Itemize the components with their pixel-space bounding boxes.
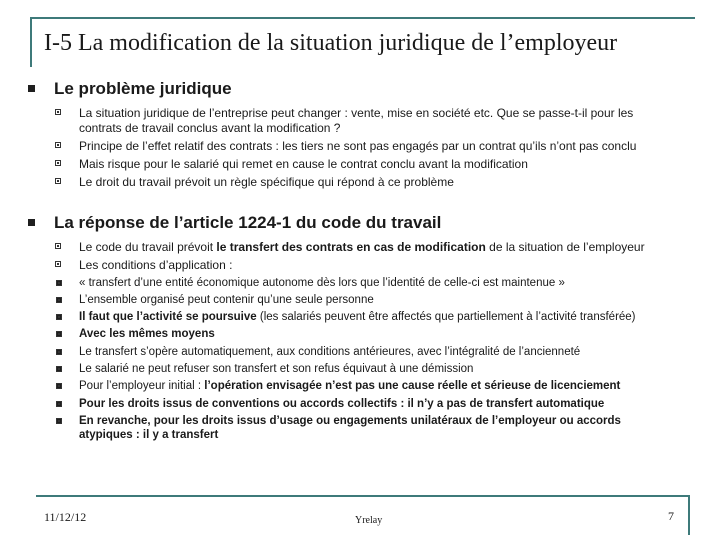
list-item: Le droit du travail prévoit un règle spécifique qui répond à ce problème — [28, 175, 668, 190]
square-bullet-icon — [56, 297, 62, 303]
section-reponse — [28, 212, 668, 446]
square-bullet-icon — [56, 349, 62, 355]
bullet-list — [28, 106, 668, 189]
frame-right-rule — [688, 495, 690, 535]
section-heading: Le problème juridique — [28, 78, 668, 100]
list-item: Il faut que l’activité se poursuive (les salariés peuvent être affectés que partiellement à l’activité transférée) — [0, 310, 660, 325]
list-item: Mais risque pour le salarié qui remet en cause le contrat conclu avant la modification — [28, 157, 668, 172]
hollow-square-bullet-icon — [55, 142, 61, 148]
list-item: En revanche, pour les droits issus d’usage ou engagements unilatéraux de l’employeur ou accords atypiques : il y a transfert — [0, 414, 660, 443]
frame-left-rule — [30, 17, 32, 67]
square-bullet-icon — [56, 418, 62, 424]
square-bullet-icon — [56, 401, 62, 407]
list-item: Pour les droits issus de conventions ou accords collectifs : il n’y a pas de transfert automatique — [0, 397, 660, 412]
footer-author: Yrelay — [355, 515, 383, 526]
square-bullet-icon — [56, 314, 62, 320]
frame-top-rule — [30, 17, 695, 19]
slide-title: I-5 La modification de la situation juridique de l’employeur — [44, 30, 618, 56]
list-item: Le code du travail prévoit le transfert des contrats en cas de modification de la situation de l’employeur — [28, 240, 668, 255]
square-bullet-icon — [56, 331, 62, 337]
list-item: Les conditions d’application : « transfert d’une entité économique autonome dès lors que l’identité de celle-ci est maintenue » L’ensemble organisé peut contenir qu’une seule personne Il faut que l’activité se poursuive (les salariés peuvent être affectés que partiellement à l’activité transférée) Avec les mêmes moyens Le transfert s’opère automatiquement, aux conditions antérieures, avec l’intégralité de l’ancienneté Le salarié ne peut refuser son transfert et son refus équivaut à une démission Pour l’employeur initial : l’opération envisagée n’est pas une cause réelle et sérieuse de licenciement Pour les droits issus de conventions ou accords collectifs : il n’y a pas de transfert automatique En revanche, pour les droits issus d’usage ou engagements unilatéraux de l’employeur ou accords atypiques : il y a transfert — [28, 258, 668, 443]
section-probleme — [28, 78, 668, 193]
list-item: Le salarié ne peut refuser son transfert et son refus équivaut à une démission — [0, 362, 660, 377]
list-item: Le transfert s’opère automatiquement, aux conditions antérieures, avec l’intégralité de l’ancienneté — [0, 345, 660, 360]
hollow-square-bullet-icon — [55, 243, 61, 249]
bullet-list — [28, 240, 668, 443]
footer-date: 11/12/12 — [44, 510, 87, 524]
hollow-square-bullet-icon — [55, 109, 61, 115]
list-item: « transfert d’une entité économique autonome dès lors que l’identité de celle-ci est maintenue » — [0, 276, 660, 291]
list-item: L’ensemble organisé peut contenir qu’une seule personne — [0, 293, 660, 308]
square-bullet-icon — [56, 280, 62, 286]
list-item: Pour l’employeur initial : l’opération envisagée n’est pas une cause réelle et sérieuse de licenciement — [0, 379, 660, 394]
list-item: Avec les mêmes moyens — [0, 327, 660, 342]
sub-bullet-list — [0, 276, 668, 443]
list-item: La situation juridique de l’entreprise peut changer : vente, mise en société etc. Que se passe-t-il pour les contrats de travail conclus avant la modification ? — [28, 106, 668, 135]
hollow-square-bullet-icon — [55, 178, 61, 184]
frame-bottom-rule — [36, 495, 690, 497]
square-bullet-icon — [28, 85, 35, 92]
hollow-square-bullet-icon — [55, 261, 61, 267]
square-bullet-icon — [56, 383, 62, 389]
square-bullet-icon — [28, 219, 35, 226]
square-bullet-icon — [56, 366, 62, 372]
page-number: 7 — [668, 509, 674, 523]
hollow-square-bullet-icon — [55, 160, 61, 166]
section-heading: La réponse de l’article 1224-1 du code du travail — [28, 212, 668, 234]
list-item: Principe de l’effet relatif des contrats : les tiers ne sont pas engagés par un contrat qu’ils n’ont pas conclu — [28, 139, 668, 154]
